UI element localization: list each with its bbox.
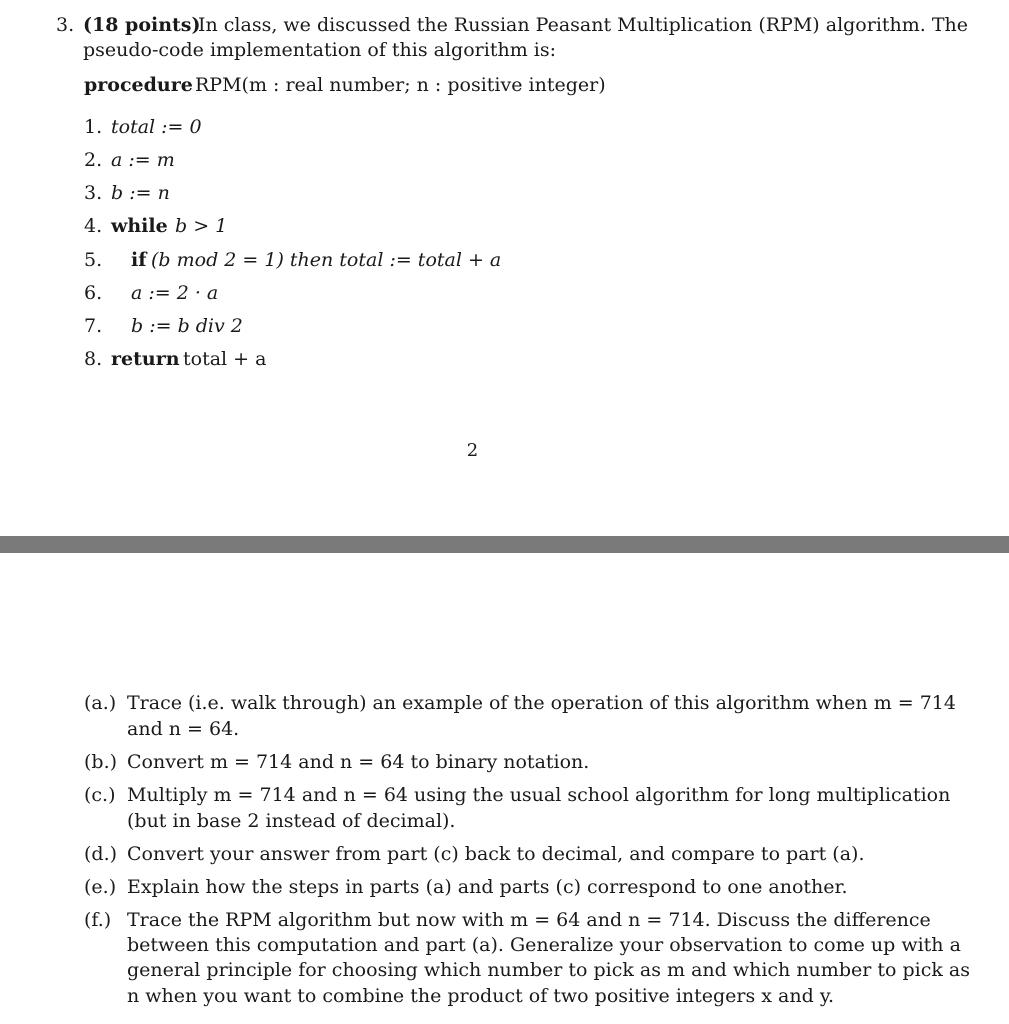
code-line-number: 6. bbox=[84, 282, 103, 304]
code-keyword: return bbox=[111, 348, 180, 370]
code-line-text: a := m bbox=[111, 149, 175, 171]
code-line-number: 5. bbox=[84, 249, 103, 271]
code-line-text: total := 0 bbox=[111, 116, 202, 138]
code-line-text: (b mod 2 = 1) then total := total + a bbox=[151, 249, 502, 271]
code-line-number: 2. bbox=[84, 149, 103, 171]
code-line-number: 8. bbox=[84, 348, 103, 370]
code-line-text: total + a bbox=[183, 348, 267, 370]
problem-intro-line1: In class, we discussed the Russian Peasant Multiplication (RPM) algorithm. The bbox=[198, 14, 969, 36]
part-f-line2: between this computation and part (a). Generalize your observation to come up with a bbox=[127, 934, 961, 956]
code-line-text: b := n bbox=[111, 182, 170, 204]
code-keyword: while bbox=[111, 215, 168, 237]
code-line-text: b > 1 bbox=[175, 215, 228, 237]
part-b-line1: Convert m = 714 and n = 64 to binary notation. bbox=[127, 751, 590, 773]
part-a-line2: and n = 64. bbox=[127, 718, 240, 740]
procedure-signature: RPM(m : real number; n : positive integer) bbox=[195, 74, 606, 96]
part-f-line1: Trace the RPM algorithm but now with m = 64 and n = 714. Discuss the difference bbox=[127, 909, 931, 931]
part-e-line1: Explain how the steps in parts (a) and parts (c) correspond to one another. bbox=[127, 876, 848, 898]
part-label-f: (f.) bbox=[84, 909, 112, 931]
part-label-e: (e.) bbox=[84, 876, 117, 898]
page-number: 2 bbox=[466, 440, 479, 461]
code-keyword: if bbox=[131, 249, 147, 271]
part-label-d: (d.) bbox=[84, 843, 118, 865]
part-d-line1: Convert your answer from part (c) back to decimal, and compare to part (a). bbox=[127, 843, 865, 865]
part-a-line1: Trace (i.e. walk through) an example of the operation of this algorithm when m = 714 bbox=[127, 692, 956, 714]
problem-intro-line2: pseudo-code implementation of this algorithm is: bbox=[83, 39, 556, 61]
part-f-line3: general principle for choosing which number to pick as m and which number to pick as bbox=[127, 959, 970, 981]
code-line-number: 4. bbox=[84, 215, 103, 237]
part-c-line2: (but in base 2 instead of decimal). bbox=[127, 810, 456, 832]
part-label-b: (b.) bbox=[84, 751, 118, 773]
page-separator bbox=[0, 536, 1009, 553]
code-line-text: a := 2 · a bbox=[131, 282, 219, 304]
code-line-number: 1. bbox=[84, 116, 103, 138]
problem-number: 3. bbox=[56, 14, 75, 36]
part-c-line1: Multiply m = 714 and n = 64 using the usual school algorithm for long multiplication bbox=[127, 784, 951, 806]
code-line-text: b := b div 2 bbox=[131, 315, 243, 337]
procedure-keyword: procedure bbox=[84, 74, 193, 96]
code-line-number: 3. bbox=[84, 182, 103, 204]
page-bottom bbox=[0, 553, 1009, 1024]
part-label-a: (a.) bbox=[84, 692, 117, 714]
part-f-line4: n when you want to combine the product of two positive integers x and y. bbox=[127, 985, 835, 1007]
problem-points: (18 points) bbox=[83, 14, 201, 36]
part-label-c: (c.) bbox=[84, 784, 116, 806]
code-line-number: 7. bbox=[84, 315, 103, 337]
